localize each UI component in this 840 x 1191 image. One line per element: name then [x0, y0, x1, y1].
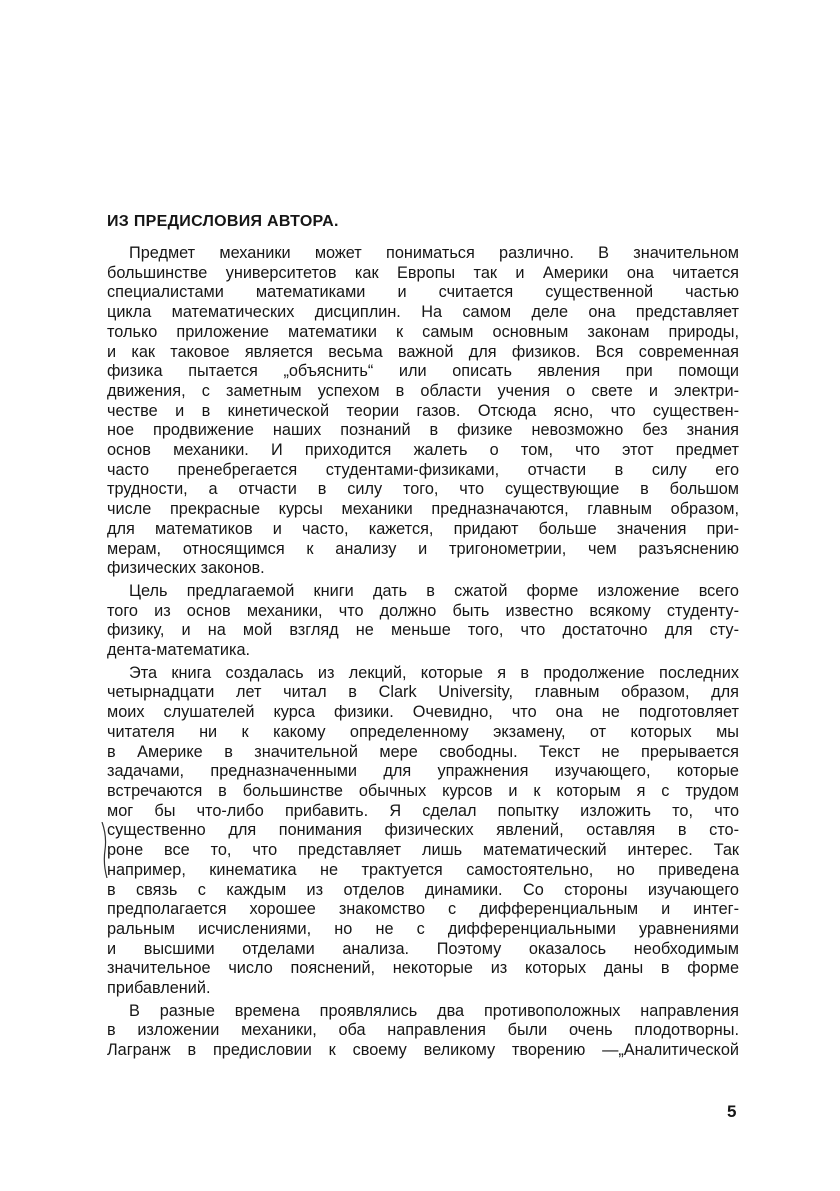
paragraph-2 [107, 582, 739, 661]
text-line: роне все то, что представляет лишь математический интерес. Так [107, 841, 739, 860]
text-line: моих слушателей курса физики. Очевидно, что она не подготовляет [107, 703, 739, 722]
text-line: для математиков и часто, кажется, придают больше значения при- [107, 519, 739, 538]
text-line: трудности, а отчасти в силу того, что существующие в большом [107, 480, 739, 499]
text-line: значительное число пояснений, некоторые из которых даны в форме [107, 959, 739, 978]
paragraph-3 [107, 664, 739, 999]
paragraph-1 [107, 244, 739, 579]
text-line: движения, с заметным успехом в области учения о свете и электри- [107, 381, 739, 400]
text-line: физических законов. [107, 559, 265, 578]
text-line: например, кинематика не трактуется самостоятельно, но приведена [107, 860, 739, 879]
text-line: цикла математических дисциплин. На самом деле она представляет [107, 303, 739, 322]
text-line: большинстве университетов как Европы так и Америки она читается [107, 263, 739, 282]
body-text [107, 244, 739, 1064]
text-line: честве и в кинетической теории газов. Отсюда ясно, что существен- [107, 401, 739, 420]
text-line: мог бы что-либо прибавить. Я сделал попытку изложить то, что [107, 801, 739, 820]
text-line: в связь с каждым из отделов динамики. Со стороны изучающего [107, 880, 739, 899]
text-line: Эта книга создалась из лекций, которые я в продолжение последних [129, 663, 739, 682]
text-line: мерам, относящимся к анализу и тригонометрии, чем разъяснению [107, 539, 739, 558]
text-line: специалистами математиками и считается существенной частью [107, 283, 739, 302]
text-line: часто пренебрегается студентами-физиками, отчасти в силу его [107, 460, 739, 479]
text-line: четырнадцати лет читал в Clark University, главным образом, для [107, 683, 739, 702]
margin-pencil-mark [101, 822, 109, 878]
text-line: В разные времена проявлялись два противоположных направления [129, 1001, 739, 1020]
text-line: читателя ни к какому определенному экзамену, от которых мы [107, 722, 739, 741]
text-line: физика пытается „объяснить“ или описать явления при помощи [107, 362, 739, 381]
text-line: и высшими отделами анализа. Поэтому оказалось необходимым [107, 939, 739, 958]
text-line: Лагранж в предисловии к своему великому творению —„Аналитической [107, 1041, 739, 1060]
text-line: в изложении механики, оба направления были очень плодотворны. [107, 1021, 739, 1040]
text-line: Предмет механики может пониматься различно. В значительном [129, 244, 739, 262]
text-line: задачами, предназначенными для упражнения изучающего, которые [107, 762, 739, 781]
text-line: только приложение математики к самым основным законам природы, [107, 322, 739, 341]
text-line: и как таковое является весьма важной для физиков. Вся современная [107, 342, 739, 361]
text-line: числе прекрасные курсы механики предназначаются, главным образом, [107, 500, 739, 519]
text-line: того из основ механики, что должно быть известно всякому студенту- [107, 601, 739, 620]
text-line: ное продвижение наших познаний в физике невозможно без знания [107, 421, 739, 440]
text-line: дента-математика. [107, 641, 251, 660]
text-line: физику, и на мой взгляд не меньше того, что достаточно для сту- [107, 621, 739, 640]
text-line: ральным исчислениями, но не с дифференциальными уравнениями [107, 919, 739, 938]
text-line: существенно для понимания физических явлений, оставляя в сто- [107, 821, 739, 840]
text-line: Цель предлагаемой книги дать в сжатой форме изложение всего [129, 581, 739, 600]
text-line: в Америке в значительной мере свободны. Текст не прерывается [107, 742, 739, 761]
text-line: основ механики. И приходится жалеть о том, что этот предмет [107, 441, 739, 460]
text-line: прибавлений. [107, 979, 211, 998]
text-line: предполагается хорошее знакомство с дифференциальным и интег- [107, 900, 739, 919]
page-number: 5 [727, 1102, 737, 1121]
paragraph-4 [107, 1002, 739, 1061]
text-line: встречаются в большинстве обычных курсов и к которым я с трудом [107, 781, 739, 800]
section-heading: ИЗ ПРЕДИСЛОВИЯ АВТОРА. [107, 213, 339, 230]
